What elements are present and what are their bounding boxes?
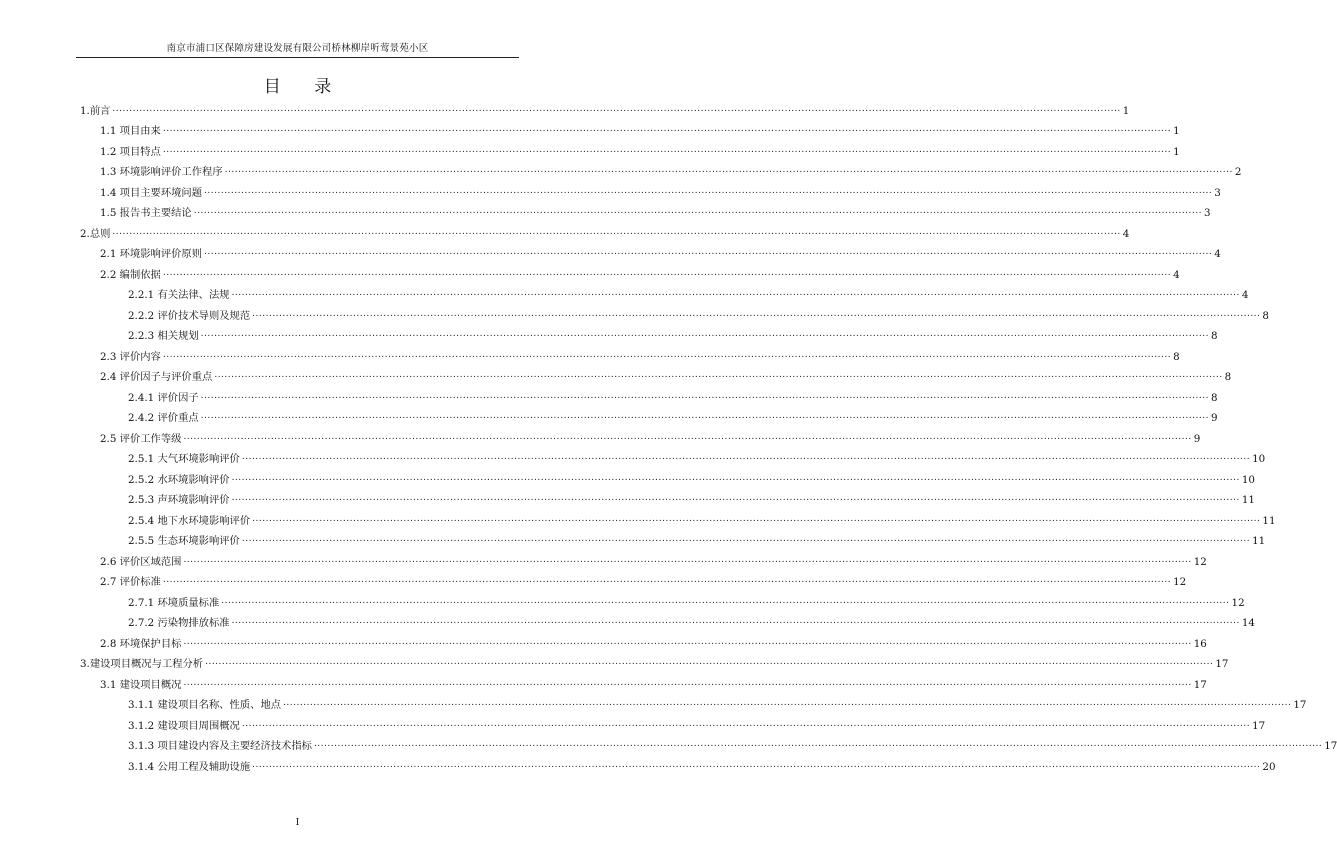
toc-leader-dots: ............................................................................................................................................................................................................................................................................................................ (162, 575, 1172, 585)
toc-leader-dots: ............................................................................................................................................................................................................................................................................................................ (162, 124, 1172, 134)
toc-entry[interactable] (80, 117, 1180, 138)
toc-leader-dots: ............................................................................................................................................................................................................................................................................................................ (200, 411, 1209, 421)
toc-entry-title: 2.6 评价区域范围 (100, 555, 182, 568)
toc-leader-dots: ............................................................................................................................................................................................................................................................................................................ (183, 636, 1192, 647)
toc-entry-page: 14 (1241, 617, 1255, 629)
toc-leader-dots: ............................................................................................................................................................................................................................................................................................................ (231, 616, 1240, 626)
toc-entry-page: 1 (1173, 125, 1180, 137)
toc-entry-page: 12 (1173, 576, 1187, 588)
toc-leader-dots: ............................................................................................................................................................................................................................................................................................................ (214, 370, 1223, 380)
toc-leader-dots: ............................................................................................................................................................................................................................................................................................................ (252, 759, 1261, 770)
toc-entry-title: 2.7.2 污染物排放标准 (128, 617, 230, 629)
toc-entry[interactable] (80, 506, 1276, 527)
toc-leader-dots: ............................................................................................................................................................................................................................................................................................................ (241, 718, 1251, 729)
toc-entry-title: 2.2 编制依据 (100, 268, 161, 281)
toc-entry-title: 2.2.3 相关规划 (128, 330, 199, 342)
toc-entry-page: 20 (1262, 760, 1276, 773)
toc-entry[interactable] (80, 424, 1201, 445)
toc-entry[interactable] (80, 281, 1249, 302)
toc-leader-dots: ............................................................................................................................................................................................................................................................................................................ (283, 698, 1292, 708)
toc-leader-dots: ............................................................................................................................................................................................................................................................................................................ (224, 165, 1233, 175)
toc-entry[interactable] (80, 301, 1269, 322)
toc-entry[interactable] (80, 260, 1180, 281)
toc-entry[interactable] (80, 96, 1130, 117)
toc-entry-title: 2.1 环境影响评价原则 (100, 248, 203, 260)
toc-entry[interactable] (80, 752, 1276, 773)
toc-entry-title: 1.3 环境影响评价工作程序 (100, 166, 223, 178)
toc-entry-title: 3.1.1 建设项目名称、性质、地点 (128, 699, 282, 711)
toc-entry-title: 3.1 建设项目概况 (100, 678, 182, 691)
toc-entry[interactable] (80, 732, 1337, 753)
toc-entry-page: 1 (1173, 145, 1180, 158)
toc-leader-dots: ............................................................................................................................................................................................................................................................................................................ (231, 288, 1240, 298)
toc-entry-title: 2.7.1 环境质量标准 (128, 596, 220, 609)
toc-leader-dots: ............................................................................................................................................................................................................................................................................................................ (112, 103, 1121, 114)
toc-leader-dots: ............................................................................................................................................................................................................................................................................................................ (205, 657, 1214, 667)
toc-entry[interactable] (80, 609, 1255, 630)
toc-entry[interactable] (80, 486, 1255, 507)
toc-entry[interactable] (80, 711, 1266, 732)
toc-entry[interactable] (80, 650, 1229, 671)
toc-entry-title: 1.1 项目由来 (100, 125, 161, 137)
toc-entry-title: 2.3 评价内容 (100, 350, 161, 363)
toc-entry-page: 4 (1214, 248, 1221, 260)
toc-entry-page: 4 (1122, 227, 1130, 240)
toc-entry-title: 2.5.3 声环境影响评价 (128, 494, 230, 506)
toc-leader-dots: ............................................................................................................................................................................................................................................................................................................ (183, 431, 1192, 442)
toc-leader-dots: ............................................................................................................................................................................................................................................................................................................ (241, 534, 1251, 544)
toc-entry[interactable] (80, 199, 1211, 220)
toc-entry-page: 12 (1193, 555, 1207, 568)
page-title: 目 录 (263, 77, 346, 97)
toc-entry-title: 2.5.5 生态环境影响评价 (128, 535, 240, 547)
toc-entry-title: 2.5 评价工作等级 (100, 432, 182, 445)
toc-leader-dots: ............................................................................................................................................................................................................................................................................................................ (313, 739, 1323, 749)
toc-entry-title: 1.2 项目特点 (100, 145, 161, 158)
toc-entry-title: 1.前言 (80, 104, 111, 117)
toc-entry-page: 4 (1241, 289, 1249, 301)
toc-entry[interactable] (80, 445, 1266, 466)
toc-entry-title: 2.2.1 有关法律、法规 (128, 289, 230, 301)
toc-entry[interactable] (80, 691, 1307, 712)
toc-entry[interactable] (80, 158, 1242, 179)
toc-leader-dots: ............................................................................................................................................................................................................................................................................................................ (221, 595, 1230, 606)
toc-entry-page: 11 (1262, 514, 1276, 527)
toc-entry-page: 16 (1193, 637, 1207, 650)
toc-entry-page: 8 (1262, 309, 1269, 322)
toc-entry-page: 2 (1234, 166, 1242, 178)
page-number: I (295, 818, 300, 828)
toc-entry[interactable] (80, 465, 1255, 486)
toc-entry[interactable] (80, 670, 1207, 691)
toc-entry[interactable] (80, 178, 1221, 199)
toc-entry-page: 8 (1210, 330, 1218, 342)
toc-entry-title: 2.7 评价标准 (100, 576, 161, 588)
toc-entry[interactable] (80, 240, 1221, 261)
toc-entry[interactable] (80, 588, 1245, 609)
toc-entry-page: 11 (1241, 494, 1255, 506)
toc-entry-title: 2.5.2 水环境影响评价 (128, 473, 230, 486)
toc-leader-dots: ............................................................................................................................................................................................................................................................................................................ (204, 247, 1213, 257)
toc-entry-page: 3 (1214, 186, 1221, 199)
page-header: 南京市浦口区保障房建设发展有限公司桥林柳岸听莺景苑小区 (76, 40, 519, 58)
toc-entry-title: 3.1.2 建设项目周围概况 (128, 719, 240, 732)
toc-entry-page: 9 (1210, 412, 1218, 424)
toc-entry-title: 2.8 环境保护目标 (100, 637, 182, 650)
toc-leader-dots: ............................................................................................................................................................................................................................................................................................................ (200, 390, 1209, 401)
toc-entry-page: 9 (1193, 432, 1201, 445)
toc-entry-page: 17 (1293, 699, 1307, 711)
toc-leader-dots: ............................................................................................................................................................................................................................................................................................................ (231, 472, 1240, 483)
toc-entry-page: 10 (1241, 473, 1255, 486)
toc-entry-page: 8 (1210, 391, 1218, 404)
toc-leader-dots: ............................................................................................................................................................................................................................................................................................................ (162, 144, 1172, 155)
toc-leader-dots: ............................................................................................................................................................................................................................................................................................................ (193, 206, 1202, 216)
toc-entry[interactable] (80, 568, 1187, 589)
toc-entry[interactable] (80, 342, 1180, 363)
toc-entry-title: 2.5.4 地下水环境影响评价 (128, 514, 251, 527)
toc-entry[interactable] (80, 547, 1207, 568)
toc-entry[interactable] (80, 363, 1232, 384)
toc-entry[interactable] (80, 527, 1266, 548)
table-of-contents (80, 96, 1337, 773)
toc-entry-title: 2.2.2 评价技术导则及规范 (128, 309, 251, 322)
toc-entry[interactable] (80, 219, 1130, 240)
toc-entry-title: 2.总则 (80, 227, 111, 240)
toc-leader-dots: ............................................................................................................................................................................................................................................................................................................ (200, 329, 1209, 339)
toc-entry-page: 11 (1252, 535, 1266, 547)
toc-entry-page: 17 (1324, 740, 1337, 752)
toc-entry[interactable] (80, 404, 1218, 425)
toc-leader-dots: ............................................................................................................................................................................................................................................................................................................ (204, 185, 1213, 196)
toc-entry-title: 1.5 报告书主要结论 (100, 207, 192, 219)
toc-entry-page: 4 (1173, 268, 1180, 281)
toc-entry-page: 1 (1122, 104, 1130, 117)
toc-entry-title: 2.4 评价因子与评价重点 (100, 371, 213, 383)
toc-entry-title: 2.5.1 大气环境影响评价 (128, 453, 240, 465)
toc-entry[interactable] (80, 322, 1218, 343)
toc-leader-dots: ............................................................................................................................................................................................................................................................................................................ (252, 513, 1261, 524)
toc-leader-dots: ............................................................................................................................................................................................................................................................................................................ (231, 493, 1240, 503)
toc-entry-title: 3.建设项目概况与工程分析 (80, 658, 204, 670)
toc-entry-title: 2.4.1 评价因子 (128, 391, 199, 404)
toc-entry-title: 3.1.3 项目建设内容及主要经济技术指标 (128, 740, 312, 752)
toc-entry[interactable] (80, 629, 1207, 650)
toc-leader-dots: ............................................................................................................................................................................................................................................................................................................ (183, 554, 1192, 565)
toc-entry-title: 2.4.2 评价重点 (128, 412, 199, 424)
toc-entry-page: 8 (1173, 350, 1180, 363)
toc-entry-page: 17 (1193, 678, 1207, 691)
toc-entry[interactable] (80, 137, 1180, 158)
toc-entry-page: 3 (1204, 207, 1211, 219)
toc-leader-dots: ............................................................................................................................................................................................................................................................................................................ (112, 226, 1121, 237)
toc-entry-title: 1.4 项目主要环境问题 (100, 186, 203, 199)
toc-leader-dots: ............................................................................................................................................................................................................................................................................................................ (162, 267, 1172, 278)
toc-entry-page: 17 (1252, 719, 1266, 732)
toc-entry-page: 12 (1231, 596, 1245, 609)
toc-leader-dots: ............................................................................................................................................................................................................................................................................................................ (252, 308, 1261, 319)
toc-entry-page: 17 (1215, 658, 1229, 670)
toc-entry-title: 3.1.4 公用工程及辅助设施 (128, 760, 251, 773)
toc-leader-dots: ............................................................................................................................................................................................................................................................................................................ (162, 349, 1172, 360)
toc-leader-dots: ............................................................................................................................................................................................................................................................................................................ (241, 452, 1251, 462)
toc-entry-page: 8 (1224, 371, 1232, 383)
toc-leader-dots: ............................................................................................................................................................................................................................................................................................................ (183, 677, 1192, 688)
toc-entry-page: 10 (1252, 453, 1266, 465)
toc-entry[interactable] (80, 383, 1218, 404)
